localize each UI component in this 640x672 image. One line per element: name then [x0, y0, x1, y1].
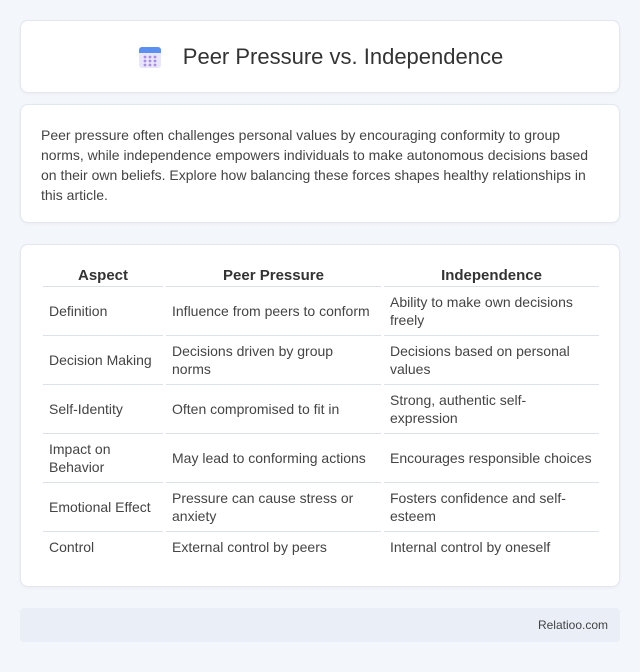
- independence-cell: Fosters confidence and self-esteem: [384, 483, 599, 532]
- peer-pressure-cell: Decisions driven by group norms: [166, 336, 381, 385]
- peer-pressure-cell: Often compromised to fit in: [166, 385, 381, 434]
- table-row: [43, 532, 599, 562]
- peer-pressure-cell: May lead to conforming actions: [166, 434, 381, 483]
- peer-pressure-cell: Influence from peers to conform: [166, 287, 381, 336]
- aspect-cell: Decision Making: [43, 336, 163, 385]
- aspect-cell: Self-Identity: [43, 385, 163, 434]
- table-row: [43, 385, 599, 434]
- header-aspect: Aspect: [43, 267, 163, 287]
- intro-card: [20, 104, 620, 223]
- comparison-card: [20, 244, 620, 587]
- aspect-cell: Control: [49, 539, 95, 555]
- header-peer-pressure: Peer Pressure: [166, 267, 381, 287]
- independence-cell: Encourages responsible choices: [384, 434, 599, 483]
- page-title: Peer Pressure vs. Independence: [182, 43, 504, 69]
- table-row: [43, 434, 599, 483]
- comparison-table: [43, 267, 599, 562]
- calendar-icon: [137, 44, 163, 70]
- table-row: [43, 336, 599, 385]
- title-wrap: [137, 44, 503, 70]
- table-row: [43, 483, 599, 532]
- independence-cell: Strong, authentic self-expression: [384, 385, 599, 434]
- aspect-cell: Impact on Behavior: [43, 434, 163, 483]
- intro-paragraph: Peer pressure often challenges personal values by encouraging conformity to group norms, while independence empowers individuals to make autonomous decisions based on their own beliefs. Explore how balancing these forces shapes healthy relationships in this article.: [41, 127, 589, 203]
- header-independence: Independence: [384, 267, 599, 287]
- table-row: [43, 287, 599, 336]
- aspect-cell: Emotional Effect: [43, 483, 163, 532]
- independence-cell: Decisions based on personal values: [384, 336, 599, 385]
- table-header-row: [43, 267, 599, 287]
- independence-cell: Internal control by oneself: [390, 539, 551, 555]
- peer-pressure-cell: Pressure can cause stress or anxiety: [166, 483, 381, 532]
- footer-brand[interactable]: Relatioo.com: [537, 618, 608, 632]
- footer: [20, 608, 620, 642]
- title-card: [20, 20, 620, 93]
- aspect-cell: Definition: [43, 287, 163, 336]
- independence-cell: Ability to make own decisions freely: [384, 287, 599, 336]
- peer-pressure-cell: External control by peers: [172, 539, 327, 555]
